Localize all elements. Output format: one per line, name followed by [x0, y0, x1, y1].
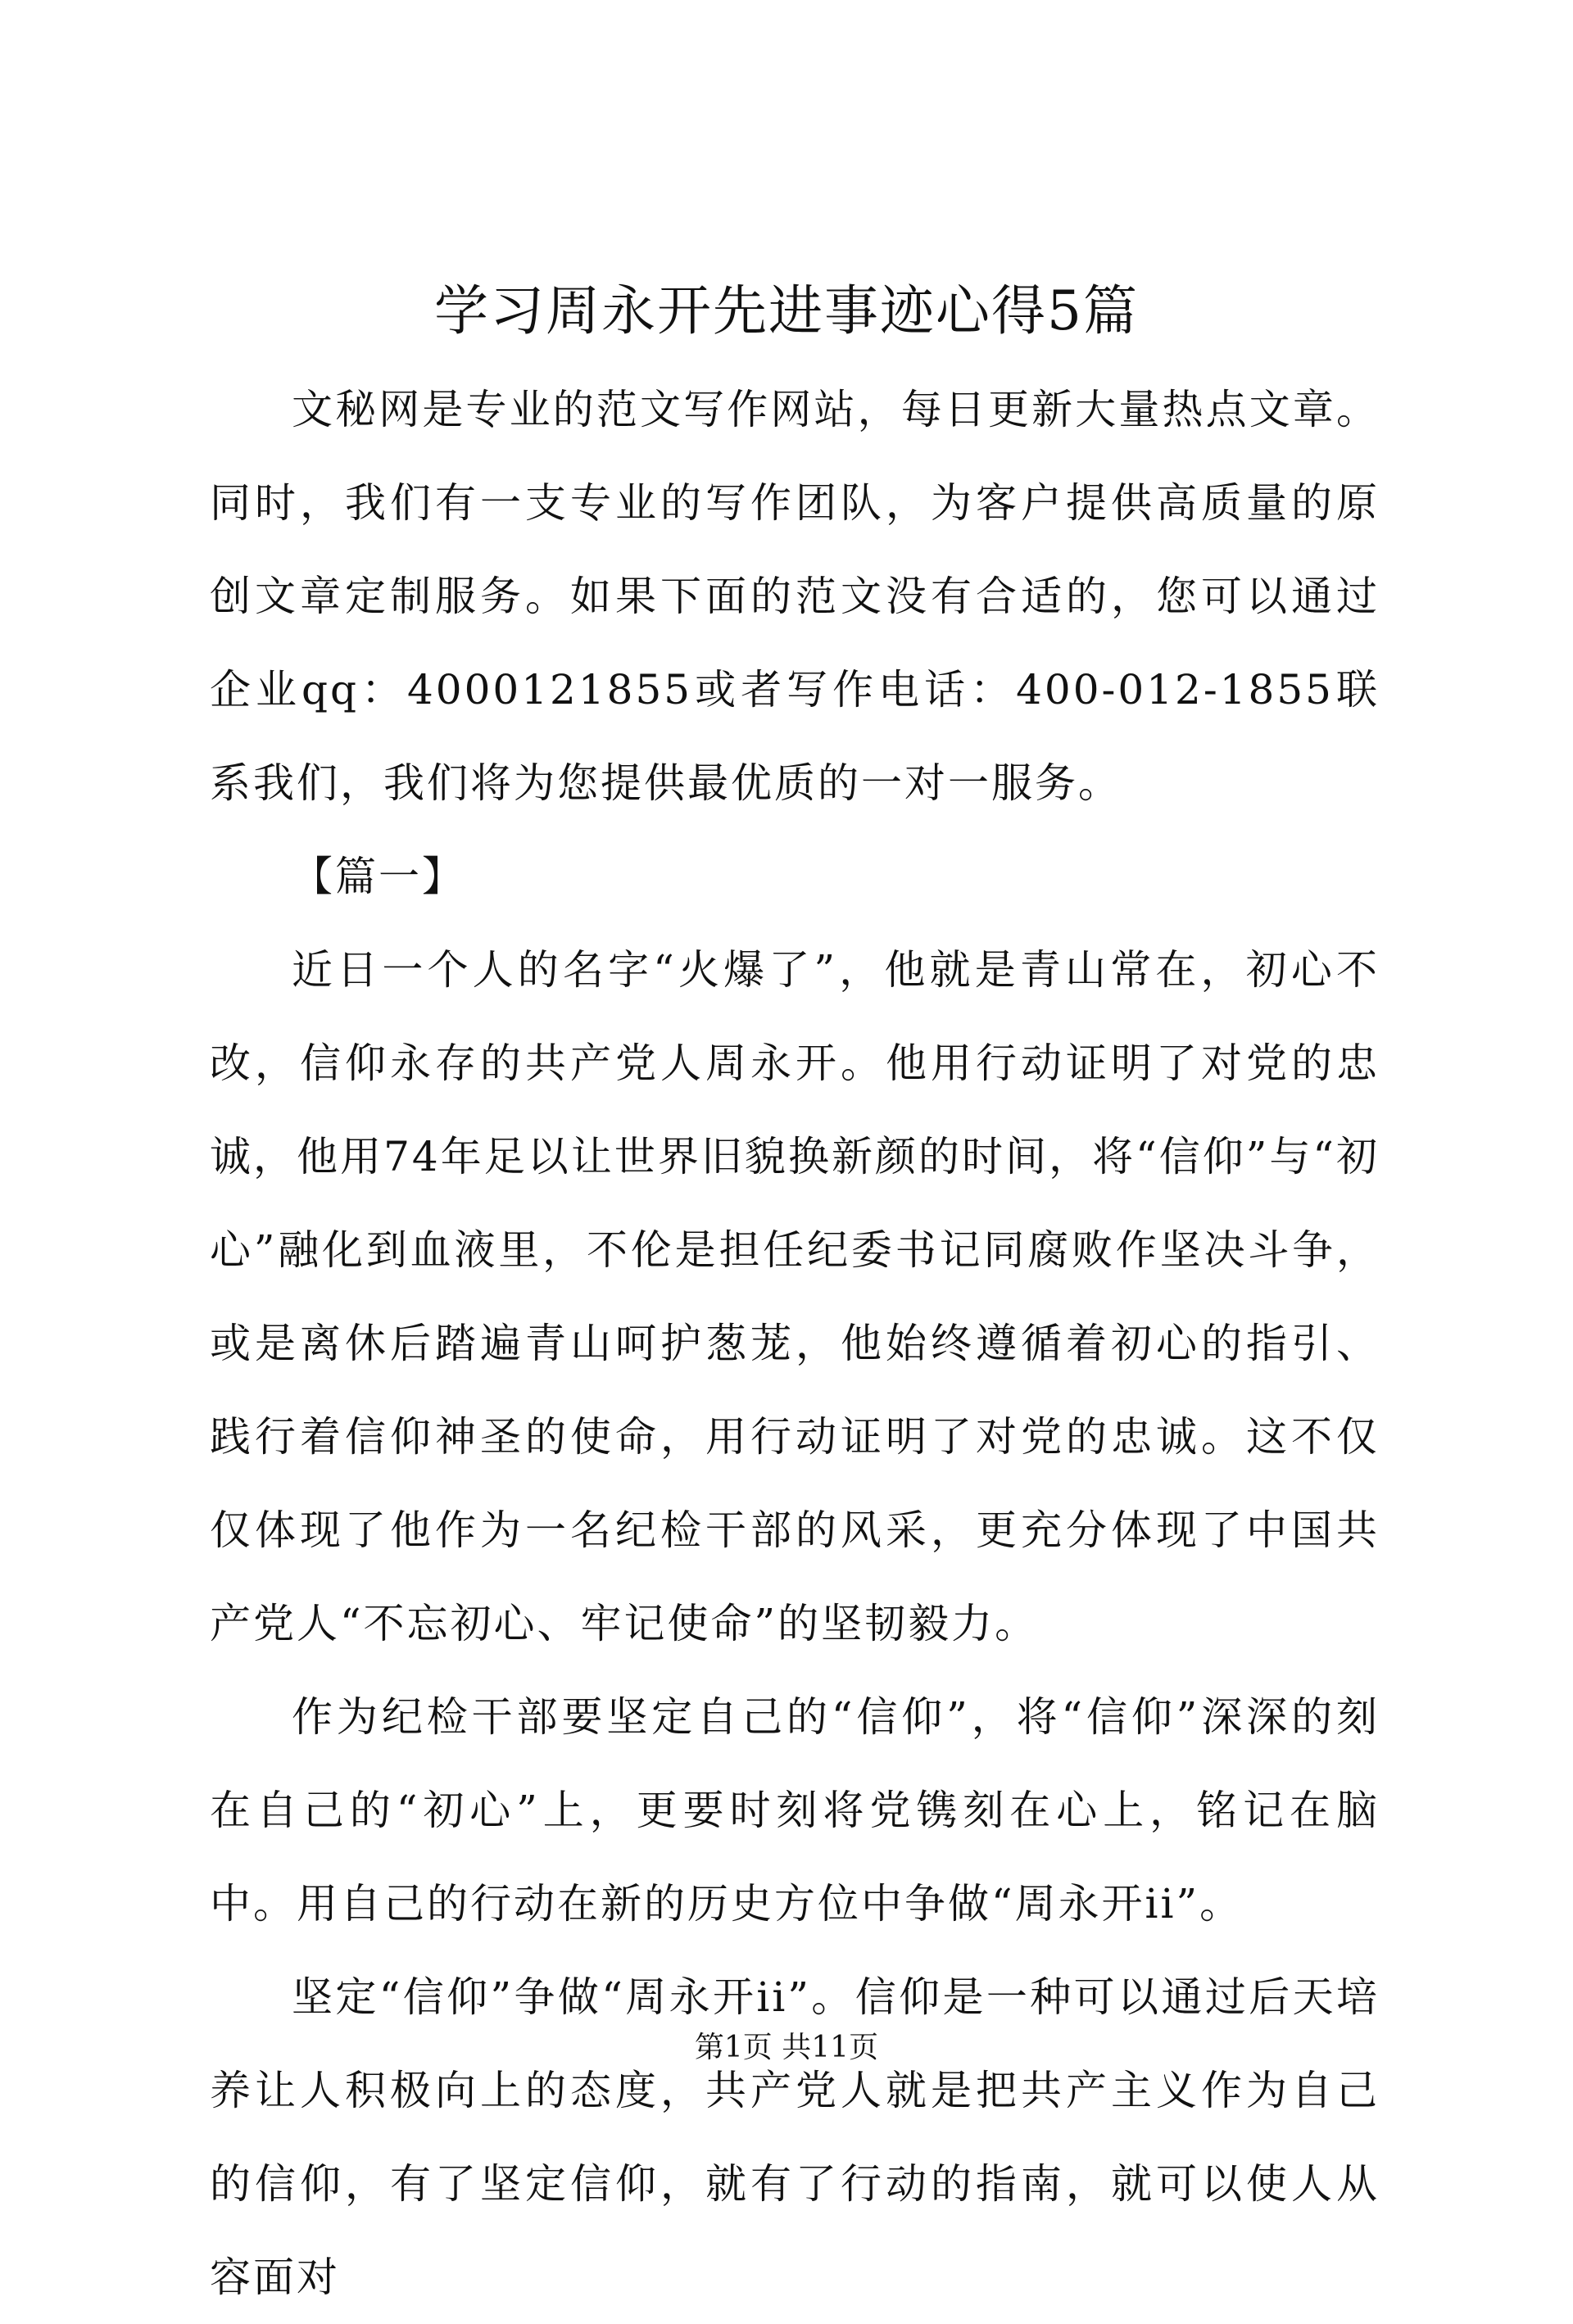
intro-paragraph: 文秘网是专业的范文写作网站，每日更新大量热点文章。同时，我们有一支专业的写作团队，为客户提供高质量的原创文章定制服务。如果下面的范文没有合适的，您可以通过企业qq：4000121855或者写作电话：400-012-1855联系我们，我们将为您提供最优质的一对一服务。 [210, 386, 1380, 807]
body-paragraph: 作为纪检干部要坚定自己的“信仰”，将“信仰”深深的刻在自己的“初心”上，更要时刻将党镌刻在心上，铭记在脑中。用自己的行动在新的历史方位中争做“周永开ii”。 [210, 1693, 1380, 1928]
section-heading: 【篇一】 [292, 853, 465, 900]
body-paragraph: 近日一个人的名字“火爆了”，他就是青山常在，初心不改，信仰永存的共产党人周永开。他用行动证明了对党的忠诚，他用74年足以让世界旧貌换新颜的时间，将“信仰”与“初心”融化到血液里，不伦是担任纪委书记同腐败作坚决斗争，或是离休后踏遍青山呵护葱茏，他始终遵循着初心的指引、践行着信仰神圣的使命，用行动证明了对党的忠诚。这不仅仅体现了他作为一名纪检干部的风采，更充分体现了中国共产党人“不忘初心、牢记使命”的坚韧毅力。 [210, 946, 1380, 1647]
page-number: 第1页 共11页 [694, 2031, 879, 2064]
document-title: 学习周永开先进事迹心得5篇 [434, 279, 1139, 342]
body-paragraph: 坚定“信仰”争做“周永开ii”。信仰是一种可以通过后天培养让人积极向上的态度，共产党人就是把共产主义作为自己的信仰，有了坚定信仰，就有了行动的指南，就可以使人从容面对 [210, 1973, 1380, 2301]
